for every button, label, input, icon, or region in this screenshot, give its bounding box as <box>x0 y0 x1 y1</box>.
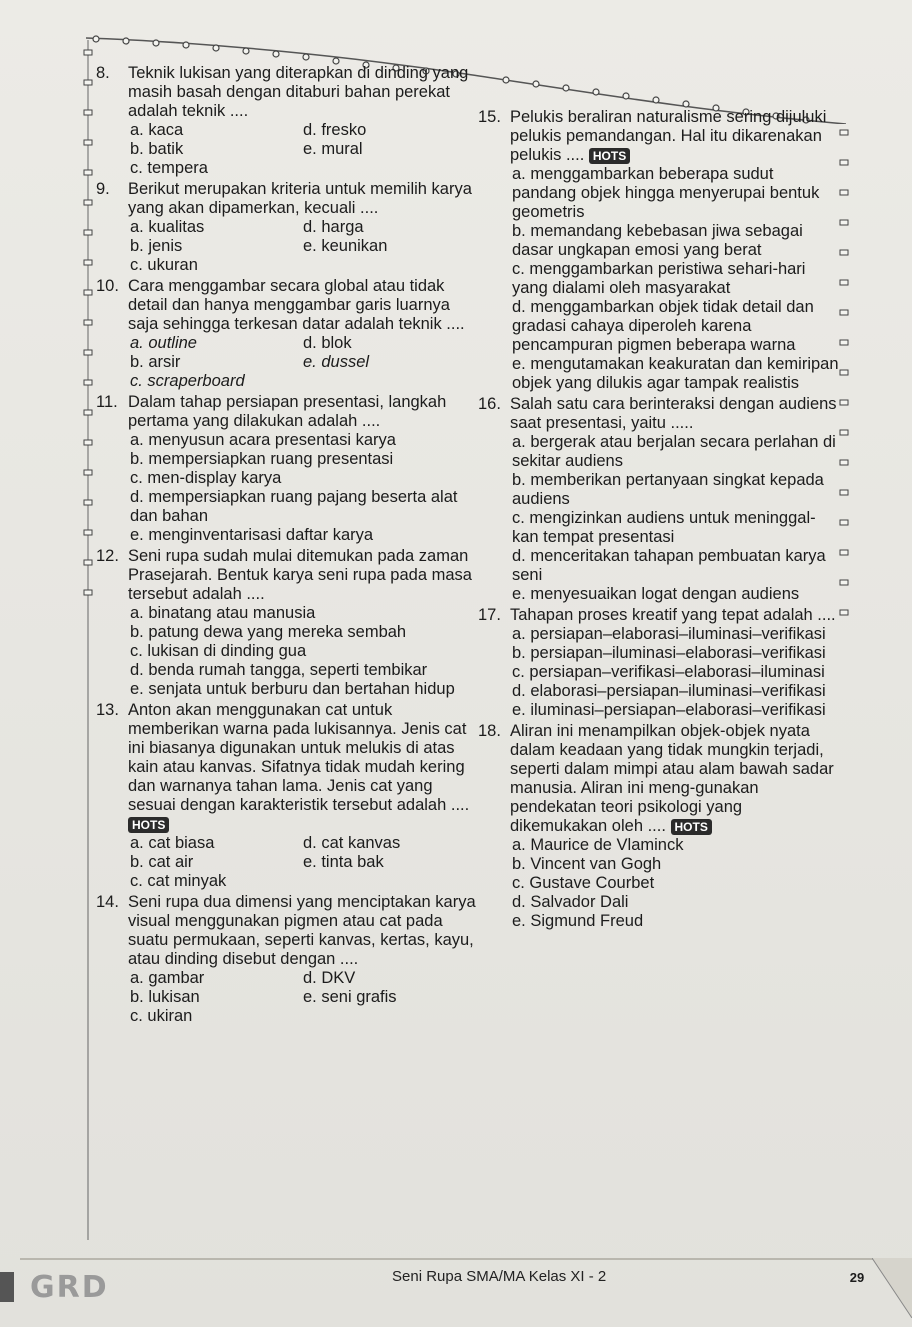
question-number: 12. <box>96 547 119 565</box>
question-10 <box>96 277 476 391</box>
question-number: 9. <box>96 180 110 198</box>
option-c: c. persiapan–verifikasi–elaborasi–iluminasi <box>512 663 825 681</box>
option-a: a. kualitas <box>130 218 205 236</box>
question-text: Cara menggambar secara global atau tidak detail dan hanya menggambar garis luarnya saja sehingga terkesan datar adalah teknik .... <box>128 277 465 333</box>
option-e: e. keunikan <box>303 237 388 255</box>
page-number: 29 <box>849 1270 865 1285</box>
option-c: c. scraperboard <box>130 372 245 390</box>
spiral-binding-left <box>80 40 96 1240</box>
option-c: c. mengizinkan audiens untuk meninggal-kan tempat presentasi <box>512 509 816 546</box>
option-e: e. menyesuaikan logat dengan audiens <box>512 585 800 603</box>
question-number: 18. <box>478 722 501 740</box>
option-a: a. cat biasa <box>130 834 215 852</box>
question-text: Dalam tahap persiapan presentasi, langkah pertama yang dilakukan adalah .... <box>128 393 447 430</box>
question-text: Seni rupa dua dimensi yang menciptakan karya visual menggunakan pigmen atau cat pada suatu permukaan, seperti kanvas, kertas, kayu, atau dinding disebut dengan .... <box>128 893 476 968</box>
option-a: a. outline <box>130 334 197 352</box>
question-14 <box>96 893 476 1026</box>
option-e: e. senjata untuk berburu dan bertahan hidup <box>130 680 455 698</box>
question-11 <box>96 393 476 545</box>
question-text: Anton akan menggunakan cat untuk memberikan warna pada lukisannya. Jenis cat ini biasanya digunakan untuk melukis di atas kain atau kanvas. Sifatnya tidak mudah kering dan warnanya tahan lama. Jenis cat yang sesuai dengan karakteristik tersebut adalah .... HOTS <box>128 701 470 832</box>
question-text: Salah satu cara berinteraksi dengan audiens saat presentasi, yaitu ..... <box>510 395 837 432</box>
question-9 <box>96 180 476 275</box>
question-number: 17. <box>478 606 501 624</box>
option-c: c. men-display karya <box>130 469 282 487</box>
option-d: d. menceritakan tahapan pembuatan karya seni <box>512 547 826 584</box>
option-e: e. seni grafis <box>303 988 397 1006</box>
option-b: b. lukisan <box>130 988 200 1006</box>
option-d: d. Salvador Dali <box>512 893 629 911</box>
question-text: Teknik lukisan yang diterapkan di dinding yang masih basah dengan ditaburi bahan perekat adalah teknik .... <box>128 64 469 120</box>
question-18 <box>478 722 840 931</box>
option-d: d. menggambarkan objek tidak detail dan gradasi cahaya diperoleh karena pencampuran pigmen beberapa warna <box>512 298 814 354</box>
option-b: b. batik <box>130 140 184 158</box>
question-text: Berikut merupakan kriteria untuk memilih karya yang akan dipamerkan, kecuali .... <box>128 180 472 217</box>
option-b: b. mempersiapkan ruang presentasi <box>130 450 394 468</box>
option-a: a. bergerak atau berjalan secara perlahan di sekitar audiens <box>512 433 836 470</box>
option-c: c. ukiran <box>130 1007 193 1025</box>
right-column <box>478 108 840 933</box>
option-b: b. jenis <box>130 237 183 255</box>
question-12 <box>96 547 476 699</box>
option-c: c. menggambarkan peristiwa sehari-hari yang dialami oleh masyarakat <box>512 260 806 297</box>
option-a: a. Maurice de Vlaminck <box>512 836 684 854</box>
question-16 <box>478 395 840 604</box>
option-a: a. gambar <box>130 969 205 987</box>
option-d: d. harga <box>303 218 364 236</box>
option-a: a. binatang atau manusia <box>130 604 316 622</box>
page-footer <box>0 1258 912 1327</box>
brand-logo: GRD <box>30 1270 109 1305</box>
option-c: c. tempera <box>130 159 208 177</box>
hots-badge: HOTS <box>671 819 712 835</box>
question-number: 11. <box>96 393 118 411</box>
option-e: e. menginventarisasi daftar karya <box>130 526 374 544</box>
option-d: d. blok <box>303 334 352 352</box>
option-b: b. memberikan pertanyaan singkat kepada audiens <box>512 471 824 508</box>
question-15 <box>478 108 840 393</box>
option-b: b. arsir <box>130 353 181 371</box>
page-corner-decoration <box>872 1258 912 1318</box>
option-e: e. iluminasi–persiapan–elaborasi–verifikasi <box>512 701 826 719</box>
option-d: d. benda rumah tangga, seperti tembikar <box>130 661 428 679</box>
option-e: e. mural <box>303 140 363 158</box>
option-b: b. Vincent van Gogh <box>512 855 662 873</box>
question-number: 15. <box>478 108 501 126</box>
question-number: 8. <box>96 64 110 82</box>
option-c: c. Gustave Courbet <box>512 874 655 892</box>
option-c: c. cat minyak <box>130 872 227 890</box>
footer-divider <box>20 1258 880 1260</box>
option-b: b. patung dewa yang mereka sembah <box>130 623 407 641</box>
question-text: Seni rupa sudah mulai ditemukan pada zaman Prasejarah. Bentuk karya seni rupa pada masa tersebut adalah .... <box>128 547 472 603</box>
option-e: e. Sigmund Freud <box>512 912 644 930</box>
question-text: Tahapan proses kreatif yang tepat adalah .... <box>510 606 836 624</box>
option-e: e. dussel <box>303 353 370 371</box>
option-d: d. elaborasi–persiapan–iluminasi–verifikasi <box>512 682 826 700</box>
option-a: a. menyusun acara presentasi karya <box>130 431 396 449</box>
question-17 <box>478 606 840 720</box>
option-d: d. fresko <box>303 121 367 139</box>
option-b: b. cat air <box>130 853 194 871</box>
question-number: 14. <box>96 893 119 911</box>
option-e: e. mengutamakan keakuratan dan kemiripan objek yang dilukis agar tampak realistis <box>512 355 839 392</box>
option-a: a. kaca <box>130 121 184 139</box>
question-text: Pelukis beraliran naturalisme sering dijuluki pelukis pemandangan. Hal itu dikarenakan pelukis .... HOTS <box>510 108 827 164</box>
question-number: 16. <box>478 395 501 413</box>
option-b: b. memandang kebebasan jiwa sebagai dasar ungkapan emosi yang berat <box>512 222 803 259</box>
question-13 <box>96 701 476 891</box>
question-number: 13. <box>96 701 119 719</box>
question-8 <box>96 64 476 178</box>
option-c: c. lukisan di dinding gua <box>130 642 307 660</box>
option-b: b. persiapan–iluminasi–elaborasi–verifikasi <box>512 644 826 662</box>
option-d: d. cat kanvas <box>303 834 401 852</box>
brand-bar-decoration <box>0 1272 14 1302</box>
hots-badge: HOTS <box>128 817 169 833</box>
option-c: c. ukuran <box>130 256 198 274</box>
option-e: e. tinta bak <box>303 853 384 871</box>
option-a: a. persiapan–elaborasi–iluminasi–verifikasi <box>512 625 826 643</box>
book-title: Seni Rupa SMA/MA Kelas XI - 2 <box>392 1268 607 1285</box>
option-d: d. mempersiapkan ruang pajang beserta alat dan bahan <box>130 488 458 525</box>
option-a: a. menggambarkan beberapa sudut pandang objek hingga menyerupai bentuk geometris <box>512 165 820 221</box>
left-column <box>96 64 476 1028</box>
question-text: Aliran ini menampilkan objek-objek nyata dalam keadaan yang tidak mungkin terjadi, seperti dalam mimpi atau alam bawah sadar manusia. Aliran ini meng-gunakan pendekatan teori psikologi yang dikemukakan oleh .... HOTS <box>510 722 834 835</box>
option-d: d. DKV <box>303 969 356 987</box>
question-number: 10. <box>96 277 119 295</box>
hots-badge: HOTS <box>589 148 630 164</box>
